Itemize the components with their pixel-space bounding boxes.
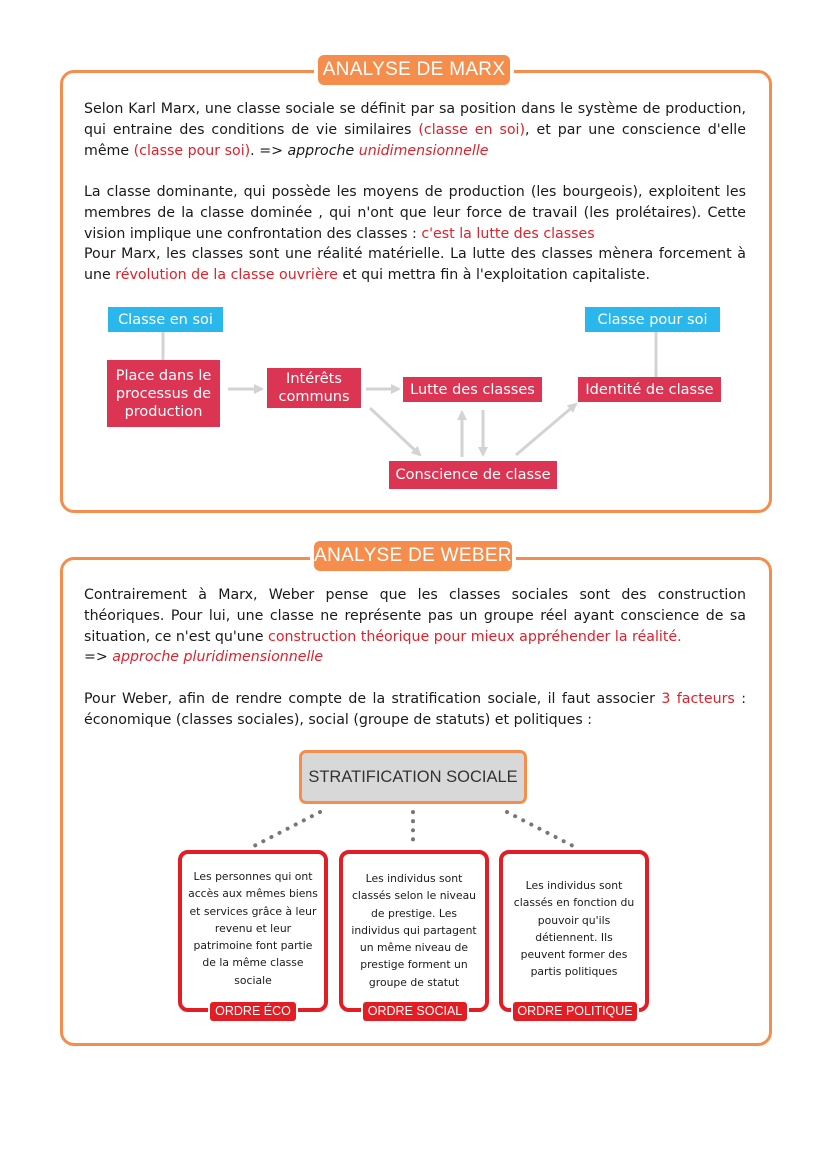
ordre-eco-card — [178, 850, 328, 1012]
identite-de-classe-box: Identité de classe — [578, 377, 721, 402]
connector-ordre-eco — [254, 812, 320, 846]
ordre-social-label: ORDRE SOCIAL — [363, 1002, 467, 1021]
weber-paragraph-1: Contrairement à Marx, Weber pense que les classes sociales sont des construction théoriques. Pour lui, une classe ne représente pas un groupe réel ayant conscience de sa situation, ce n'est qu'une construction théorique pour mieux appréhender la réalité. => approche pluridimensionnelle — [84, 587, 746, 666]
ordre-politique-text: Les individus sont classés en fonction du pouvoir qu'ils détiennent. Ils peuvent former des partis politiques — [513, 879, 635, 979]
connector-ordre-politique — [507, 812, 573, 846]
lutte-des-classes-box: Lutte des classes — [403, 377, 542, 402]
stratification-sociale-box: STRATIFICATION SOCIALE — [299, 750, 527, 804]
conscience-de-classe-box: Conscience de classe — [389, 461, 557, 489]
ordre-eco-label: ORDRE ÉCO — [210, 1002, 296, 1021]
ordre-politique-label: ORDRE POLITIQUE — [513, 1002, 637, 1021]
interets-communs-box: Intérêts communs — [267, 368, 361, 408]
weber-section-title: ANALYSE DE WEBER — [314, 541, 512, 571]
marx-paragraph-1: Selon Karl Marx, une classe sociale se définit par sa position dans le système de production, qui entraine des conditions de vie similaires (classe en soi), et par une conscience d'elle même (classe pour soi). => approche unidimensionnelle — [84, 101, 746, 159]
classe-pour-soi-box: Classe pour soi — [585, 307, 720, 332]
ordre-eco-text: Les personnes qui ont accès aux mêmes biens et services grâce à leur revenu et leur patrimoine font partie de la même classe sociale — [188, 870, 318, 987]
ordre-social-text: Les individus sont classés selon le niveau de prestige. Les individus qui partagent un même niveau de prestige forment un groupe de statut — [351, 872, 477, 989]
place-production-box: Place dans le processus de production — [107, 360, 220, 427]
classe-en-soi-box: Classe en soi — [108, 307, 223, 332]
weber-paragraph-2: Pour Weber, afin de rendre compte de la stratification sociale, il faut associer 3 facteurs : économique (classes sociales), social (groupe de statuts) et politiques : — [84, 691, 746, 728]
marx-section-title: ANALYSE DE MARX — [318, 55, 510, 85]
marx-paragraph-2: La classe dominante, qui possède les moyens de production (les bourgeois), exploitent les membres de la classe dominée , qui n'ont que leur force de travail (les prolétaires). Cette vision implique une confrontation des classes : c'est la lutte des classes Pour Marx, les classes sont une réalité matérielle. La lutte des classes mènera forcement à une révolution de la classe ouvrière et qui mettra fin à l'exploitation capitaliste. — [84, 184, 746, 284]
ordre-social-card — [339, 850, 489, 1012]
ordre-politique-card — [499, 850, 649, 1012]
